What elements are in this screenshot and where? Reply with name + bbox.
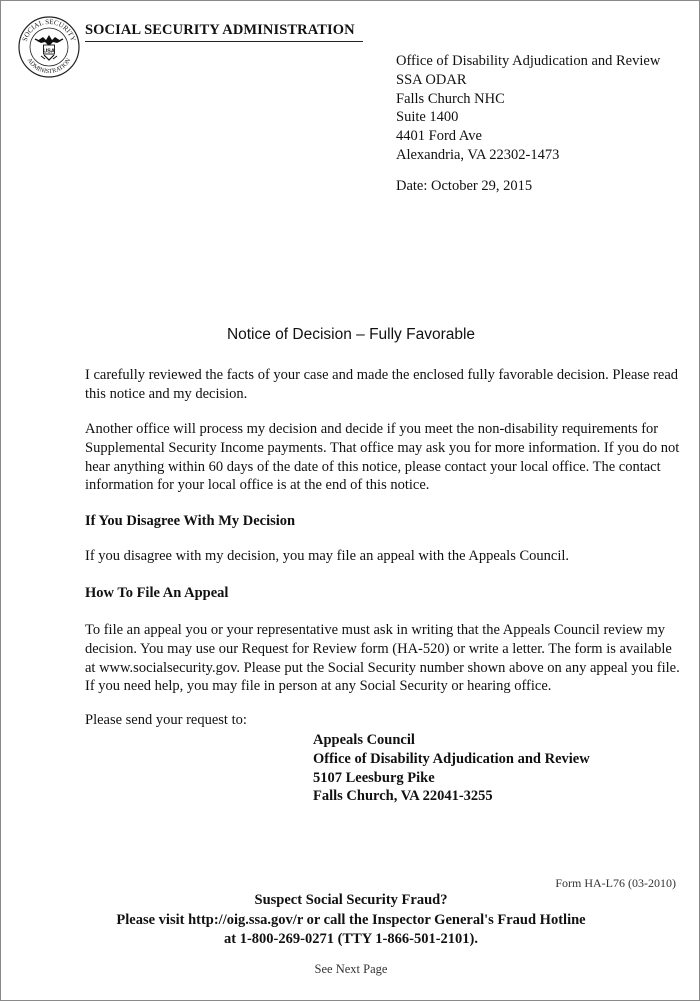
agency-name: SOCIAL SECURITY ADMINISTRATION [85, 22, 355, 38]
fraud-line: Please visit http://oig.ssa.gov/r or call the Inspector General's Fraud Hotline [116, 911, 586, 928]
ssa-seal-logo [17, 15, 81, 79]
svg-text:SOCIAL SECURITY: SOCIAL SECURITY [20, 17, 78, 43]
appeals-council-address [313, 731, 590, 806]
svg-text:USA: USA [43, 48, 55, 55]
paragraph-reviewed: I carefully reviewed the facts of your case and made the enclosed fully favorable decision. Please read this notice and my decision. [85, 367, 679, 402]
office-address-line: SSA ODAR [396, 71, 467, 88]
header-rule [85, 41, 363, 42]
heading-if-you-disagree: If You Disagree With My Decision [85, 513, 296, 529]
appeals-address-line: Office of Disability Adjudication and Review [313, 750, 590, 767]
office-address-block [396, 52, 660, 165]
heading-how-to-file: How To File An Appeal [85, 585, 229, 601]
paragraph-disagree: If you disagree with my decision, you may file an appeal with the Appeals Council. [85, 548, 570, 564]
paragraph-send-request: Please send your request to: [85, 712, 247, 728]
office-address-line: Suite 1400 [396, 109, 459, 126]
notice-title: Notice of Decision – Fully Favorable [226, 326, 476, 343]
office-address-line: Falls Church NHC [396, 90, 505, 107]
office-address-line: Alexandria, VA 22302-1473 [396, 146, 560, 163]
appeals-address-line: 5107 Leesburg Pike [313, 769, 435, 786]
appeals-address-line: Appeals Council [313, 732, 415, 748]
fraud-hotline-notice [1, 891, 700, 950]
paragraph-file-appeal: To file an appeal you or your representative must ask in writing that the Appeals Council review my decision. You may use our Request for Review form (HA-520) or write a letter. The form is available at www.socialsecurity.gov. Please put the Social Security number shown above on any appeal you file. If you need help, you may file in person at any Social Security or hearing office. [85, 622, 680, 695]
office-address-line: Office of Disability Adjudication and Review [396, 53, 661, 69]
paragraph-other-office: Another office will process my decision and decide if you meet the non-disability requirements for Supplemental Security Income payments. That office may ask you for more information. If you do not hear anything within 60 days of the date of this notice, please contact your local office. The contact information for your local office is at the end of this notice. [85, 421, 680, 494]
appeals-address-line: Falls Church, VA 22041-3255 [313, 788, 493, 805]
fraud-line: at 1-800-269-0271 (TTY 1-866-501-2101). [224, 931, 478, 947]
see-next-page: See Next Page [314, 962, 388, 976]
form-number: Form HA-L76 (03-2010) [555, 876, 676, 890]
svg-text:ADMINISTRATION: ADMINISTRATION [25, 57, 73, 76]
fraud-line: Suspect Social Security Fraud? [254, 892, 448, 908]
office-address-line: 4401 Ford Ave [396, 128, 482, 145]
letter-date: Date: October 29, 2015 [396, 178, 533, 194]
